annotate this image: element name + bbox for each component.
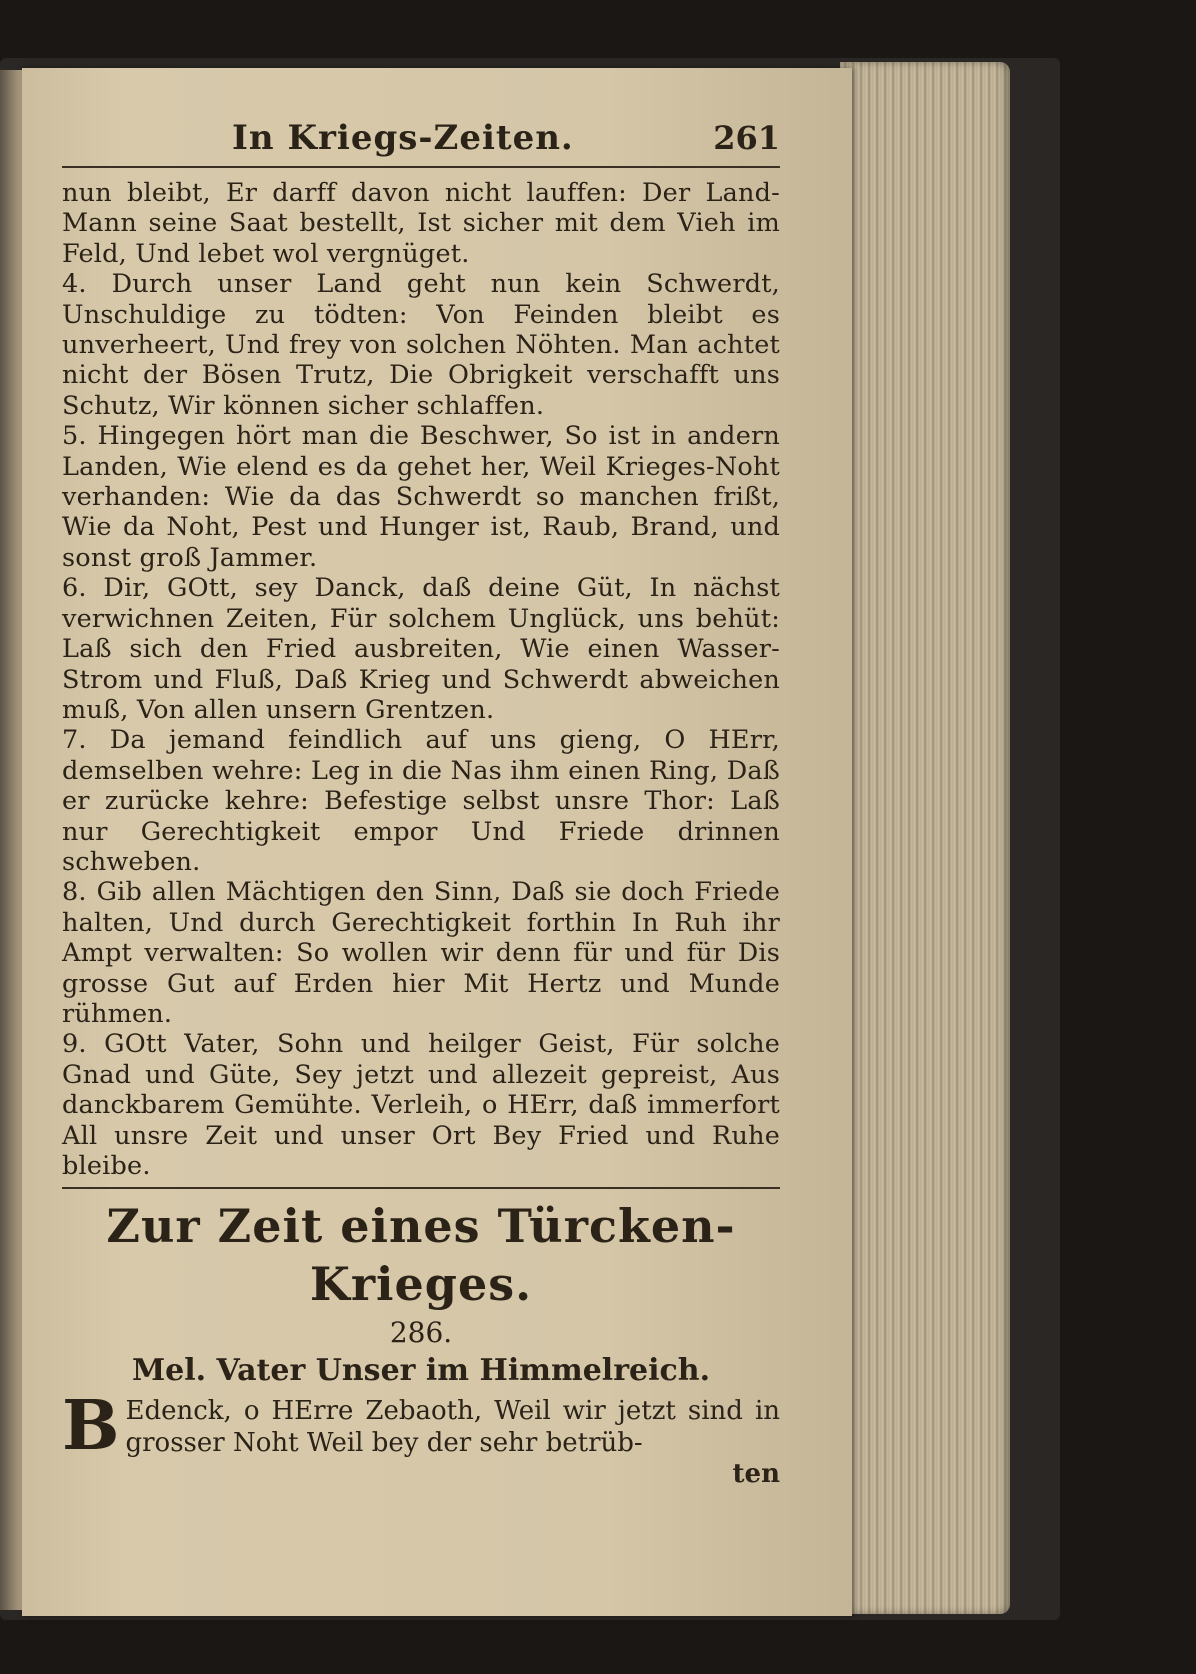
section-divider: [62, 1187, 780, 1189]
melody-line: Mel. Vater Unser im Himmelreich.: [131, 1353, 711, 1389]
section-title: Zur Zeit eines Türcken-Krieges.: [106, 1199, 736, 1312]
hymn-number: 286.: [389, 1316, 453, 1350]
verse-list: [62, 178, 780, 1181]
book-page: [22, 68, 852, 1616]
hymn-opening: [62, 1386, 780, 1467]
running-head: [62, 118, 780, 168]
verse-9: 9. GOtt Vater, Sohn und heilger Geist, Für solche Gnad und Güte, Sey jetzt und allezeit gepreist, Aus danckbarem Gemühte. Verleih, o HErr, daß immerfort All unsre Zeit und unser Ort Bey Fried und Ruhe bleibe.: [62, 1029, 780, 1181]
running-title: In Kriegs-Zeiten.: [232, 118, 574, 158]
verse-7: 7. Da jemand feindlich auf uns gieng, O HErr, demselben wehre: Leg in die Nas ihm einen Ring, Daß er zurücke kehre: Befestige selbst unsre Thor: Laß nur Gerechtigkeit empor Und Friede drinnen schweben.: [62, 725, 780, 877]
verse-5: 5. Hingegen hört man die Beschwer, So ist in andern Landen, Wie elend es da gehet her, Weil Krieges-Noht verhanden: Wie da das Schwerdt so manchen frißt, Wie da Noht, Pest und Hunger ist, Raub, Brand, und sonst groß Jammer.: [62, 421, 780, 573]
dropcap: B: [62, 1386, 120, 1467]
page-number: 261: [713, 119, 780, 157]
verse-4: 4. Durch unser Land geht nun kein Schwerdt, Unschuldige zu tödten: Von Feinden bleibt es unverheert, Und frey von solchen Nöhten. Man achtet nicht der Bösen Trutz, Die Obrigkeit verschafft uns Schutz, Wir können sicher schlaffen.: [62, 269, 780, 421]
page-content: [62, 118, 780, 1489]
verse-6: 6. Dir, GOtt, sey Danck, daß deine Güt, In nächst verwichnen Zeiten, Für solchem Unglück, uns behüt: Laß sich den Fried ausbreiten, Wie einen Wasser-Strom und Fluß, Daß Krieg und Schwerdt abweichen muß, Von allen unsern Grentzen.: [62, 573, 780, 725]
page-edges: [840, 62, 1010, 1614]
verse-8: 8. Gib allen Mächtigen den Sinn, Daß sie doch Friede halten, Und durch Gerechtigkeit forthin In Ruh ihr Ampt verwalten: So wollen wir denn für und für Dis grosse Gut auf Erden hier Mit Hertz und Munde rühmen.: [62, 877, 780, 1029]
hymn-opening-text: Edenck, o HErre Zebaoth, Weil wir jetzt sind in grosser Noht Weil bey der sehr betrüb-: [125, 1396, 780, 1459]
catchword: ten: [732, 1459, 780, 1490]
verse-continuation: nun bleibt, Er darff davon nicht lauffen: Der Land-Mann seine Saat bestellt, Ist sicher mit dem Vieh im Feld, Und lebet wol vergnüget.: [62, 178, 780, 269]
